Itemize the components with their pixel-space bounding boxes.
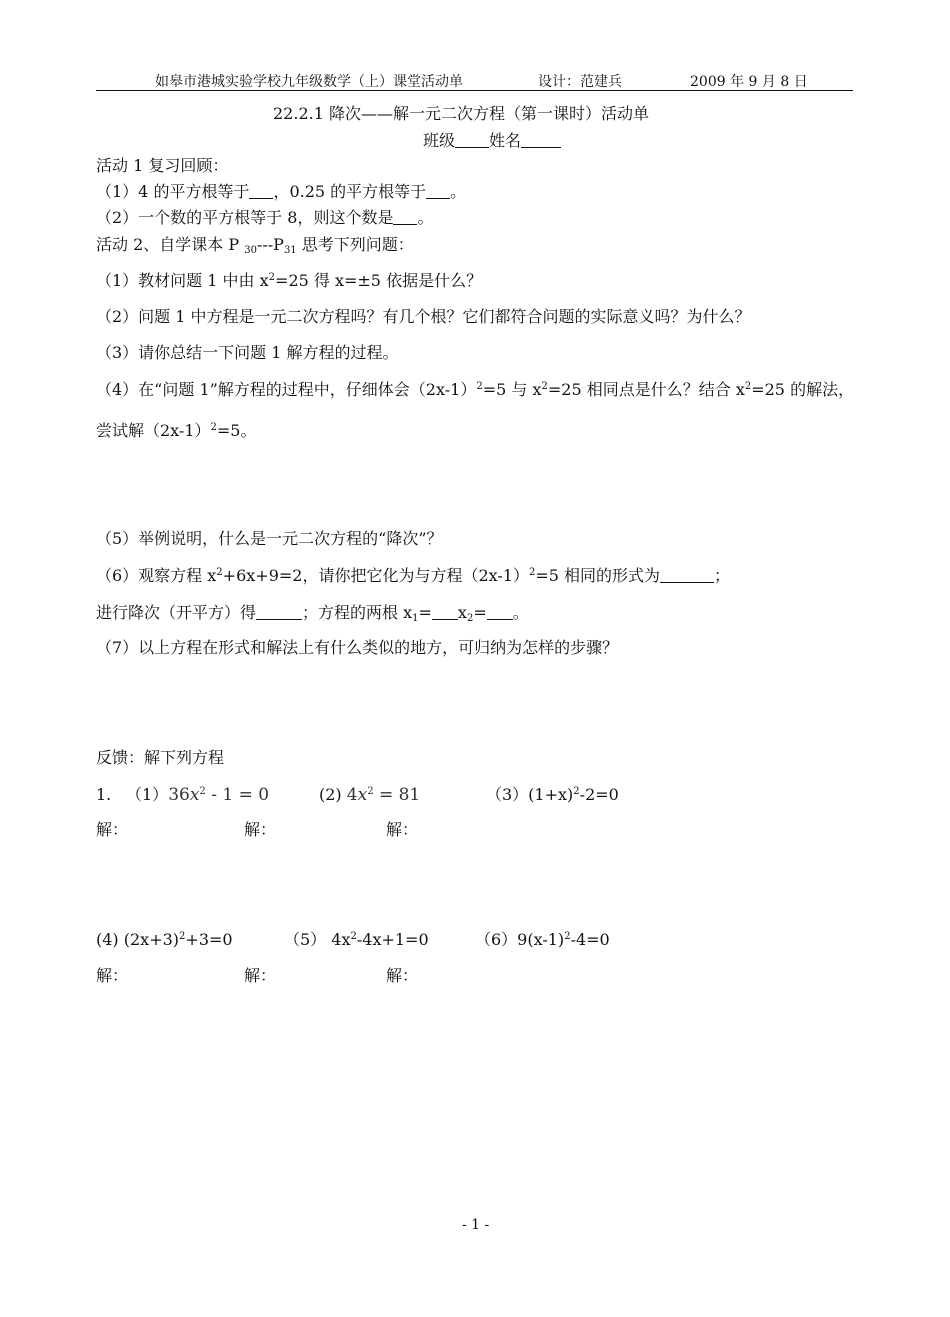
answer-blank[interactable] [487,603,513,620]
problem-1: $(1)36x^2 - 1 = 0$ [126,785,270,805]
solve-label: 解： [96,820,129,839]
feedback-heading: 反馈：解下列方程 [96,748,225,767]
page-title: 22.2.1 降次——解一元二次方程（第一课时）活动单 [273,104,649,123]
activity2-q7: （7）以上方程在形式和解法上有什么类似的地方，可归纳为怎样的步骤？ [96,638,619,657]
answer-blank[interactable] [426,182,450,199]
problem-6: $(6)9(x-1)^2-4=0$ [475,930,610,949]
activity2-q6-cont: 进行降次（开平方）得 ；方程的两根 $x_1= x_2=$ 。 [96,603,529,624]
solve-label: 解： [386,966,419,985]
problem-2: (2) $4x^2 = 81$ [319,785,421,805]
header-date: 2009 年 9 月 8 日 [690,74,808,90]
activity2-q3: （3）请你总结一下问题 1 解方程的过程。 [96,343,399,362]
header-school: 如皋市港城实验学校九年级数学（上）课堂活动单 [155,74,463,90]
problem-3: $(3)(1+x)^2-2=0$ [486,785,619,804]
header-rule [96,90,853,91]
activity1-heading: 活动 1 复习回顾： [96,156,229,175]
problem-5: （5） $4x^2-4x+1=0$ [284,930,429,949]
problem-4: (4) $(2x+3)^2+3=0$ [96,930,233,949]
solve-label: 解： [386,820,419,839]
header-designer: 设计：范建兵 [538,74,622,90]
activity2-heading: 活动 2、自学课本 P $_{30}---P_{31}$ 思考下列问题： [96,235,414,256]
solve-label: 解： [244,820,277,839]
activity1-q2: （2）一个数的平方根等于 8，则这个数是 。 [96,208,434,227]
answer-blank[interactable] [393,208,417,225]
class-blank[interactable] [455,131,489,148]
answer-blank[interactable] [432,603,458,620]
class-label: 班级 [423,131,456,150]
page-number: - 1 - [462,1217,490,1233]
activity2-q4: （4）在“问题 1”解方程的过程中，仔细体会$(2x-1)^2=5$ 与 $x^2=25$ 相同点是什么？结合 $x^2=25$ 的解法， [96,380,855,399]
name-blank[interactable] [521,131,561,148]
name-label: 姓名 [489,131,522,150]
answer-blank[interactable] [249,182,273,199]
activity2-q5: （5）举例说明，什么是一元二次方程的“降次”？ [96,529,443,548]
activity2-q6: （6）观察方程 $x^2+6x+9=2$，请你把它化为与方程$(2x-1)^2=5$ 相同的形式为 ； [96,566,731,585]
activity2-q2: （2）问题 1 中方程是一元二次方程吗？有几个根？它们都符合问题的实际意义吗？为什么？ [96,307,751,326]
activity2-q4-cont: 尝试解$(2x-1)^2=5$。 [96,421,257,440]
problem-number: 1. [96,785,112,804]
solve-label: 解： [96,966,129,985]
activity1-q1: （1）4 的平方根等于 ，0.25 的平方根等于 。 [96,182,467,201]
answer-blank[interactable] [660,566,714,583]
answer-blank[interactable] [256,603,302,620]
student-info [423,131,561,151]
solve-label: 解： [244,966,277,985]
activity2-q1: （1）教材问题 1 中由 $x^2=25$ 得 x=±5 依据是什么？ [96,271,483,290]
